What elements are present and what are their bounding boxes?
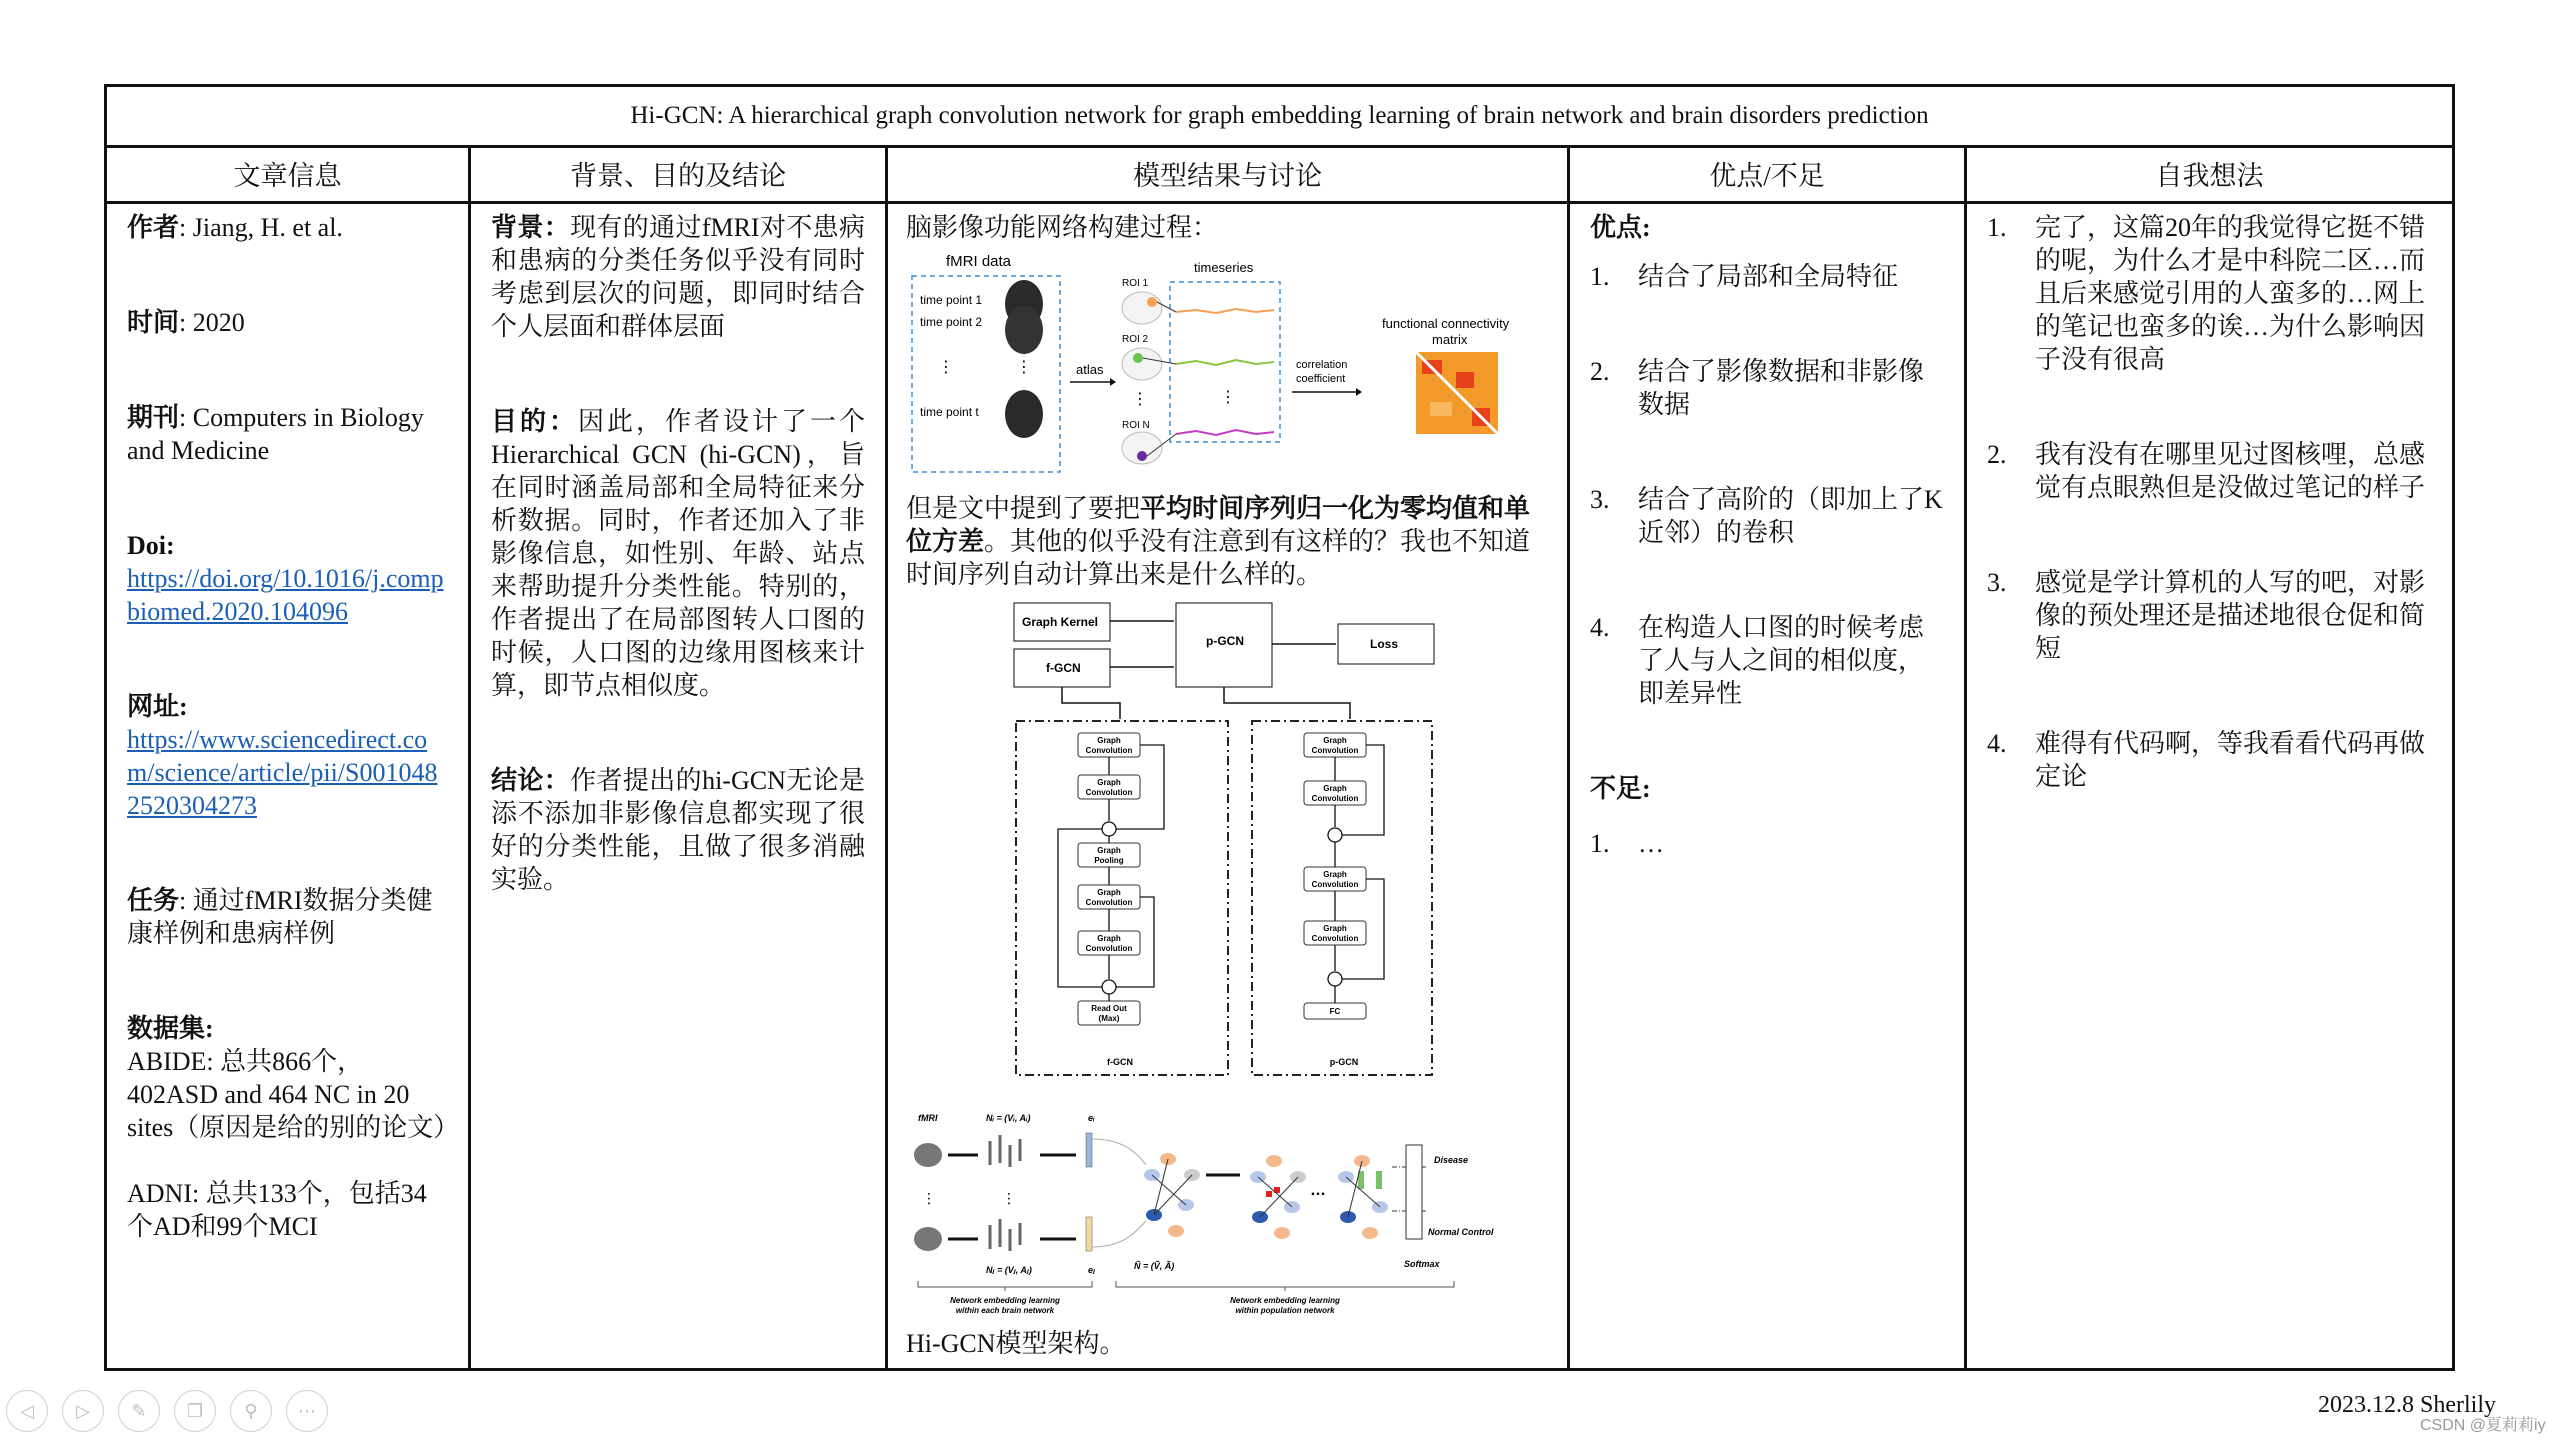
svg-text:time point t: time point t bbox=[920, 405, 979, 419]
svg-text:Read Out: Read Out bbox=[1091, 1004, 1127, 1013]
svg-text:Convolution: Convolution bbox=[1311, 880, 1359, 889]
thought-item: 4. 难得有代码啊，等我看看代码再做定论 bbox=[1987, 729, 2426, 791]
svg-text:Convolution: Convolution bbox=[1311, 746, 1359, 755]
svg-text:⋮: ⋮ bbox=[922, 1190, 936, 1206]
article-info-column bbox=[107, 201, 471, 1368]
svg-text:Normal Control: Normal Control bbox=[1428, 1227, 1494, 1237]
svg-text:…: … bbox=[1310, 1182, 1326, 1199]
pros-item: 3. 结合了高阶的（即加上了K近邻）的卷积 bbox=[1590, 485, 1943, 547]
header-background: 背景、目的及结论 bbox=[570, 160, 786, 191]
url-link[interactable]: https://www.sciencedirect.com/science/article/pii/S0010482520304273 bbox=[127, 725, 438, 820]
cons-item: 1. … bbox=[1590, 829, 1664, 858]
svg-text:⋮: ⋮ bbox=[938, 359, 954, 376]
zoom-icon[interactable]: ⚲ bbox=[230, 1390, 272, 1432]
svg-text:Disease: Disease bbox=[1434, 1155, 1469, 1165]
architecture-caption: Hi-GCN模型架构。 bbox=[906, 1329, 1126, 1358]
thought-item: 3. 感觉是学计算机的人写的吧，对影像的预处理还是描述地很仓促和简短 bbox=[1987, 568, 2426, 663]
svg-text:within each brain network: within each brain network bbox=[955, 1306, 1055, 1315]
body-row bbox=[107, 201, 2452, 1368]
doi-label: Doi: bbox=[127, 531, 175, 560]
paper-title: Hi-GCN: A hierarchical graph convolution network for graph embedding learning of brain network and brain disorders prediction bbox=[107, 87, 2452, 148]
svg-text:Graph: Graph bbox=[1097, 934, 1121, 943]
hi-gcn-pipeline-figure bbox=[906, 1105, 1546, 1315]
aim-paragraph: 目的：因此，作者设计了一个Hierarchical GCN (hi-GCN)，旨在同时涵盖局部和全局特征来分析数据。同时，作者还加入了非影像信息，如性别、年龄、站点来帮助提升分类性能。特别的，作者提出了在局部图转人口图的时候，人口图的边缘用图核来计算，即节点相似度。 bbox=[491, 407, 865, 700]
model-intro: 脑影像功能网络构建过程： bbox=[906, 213, 1219, 242]
svg-text:Graph: Graph bbox=[1323, 870, 1347, 879]
svg-text:Nⱼ = (Vⱼ, Aⱼ): Nⱼ = (Vⱼ, Aⱼ) bbox=[986, 1265, 1032, 1275]
pros-label: 优点: bbox=[1590, 213, 1651, 242]
task-line: 任务: 通过fMRI数据分类健康样例和患病样例 bbox=[127, 886, 433, 948]
svg-text:Graph: Graph bbox=[1097, 778, 1121, 787]
svg-text:Graph: Graph bbox=[1323, 924, 1347, 933]
csdn-watermark: CSDN @夏莉莉iy bbox=[2420, 1417, 2546, 1434]
svg-text:Network embedding learning: Network embedding learning bbox=[950, 1296, 1060, 1305]
dataset-adni: ADNI: 总共133个，包括34个AD和99个MCI bbox=[127, 1179, 427, 1241]
header-pros-cons: 优点/不足 bbox=[1709, 160, 1825, 191]
svg-text:Pooling: Pooling bbox=[1094, 856, 1124, 865]
svg-text:⋮: ⋮ bbox=[1016, 359, 1032, 376]
fc-construction-figure bbox=[906, 252, 1546, 482]
pros-cons-column bbox=[1570, 201, 1967, 1368]
doi-link[interactable]: https://doi.org/10.1016/j.compbiomed.2020.104096 bbox=[127, 564, 444, 626]
thought-item: 2. 我有没有在哪里见过图核哩，总感觉有点眼熟但是没做过笔记的样子 bbox=[1987, 440, 2426, 502]
svg-text:Convolution: Convolution bbox=[1085, 898, 1133, 907]
architecture-figure bbox=[906, 599, 1546, 1089]
svg-text:Convolution: Convolution bbox=[1085, 944, 1133, 953]
url-label: 网址: bbox=[127, 692, 188, 721]
footer-date-author: 2023.12.8 Sherlily bbox=[2318, 1392, 2496, 1418]
svg-text:FC: FC bbox=[1329, 1007, 1341, 1016]
svg-text:fMRI: fMRI bbox=[918, 1113, 938, 1123]
pros-item: 2. 结合了影像数据和非影像数据 bbox=[1590, 357, 1925, 419]
more-options-icon[interactable]: ⋯ bbox=[286, 1390, 328, 1432]
svg-text:⋮: ⋮ bbox=[1132, 391, 1148, 408]
notes-table bbox=[104, 84, 2455, 1371]
svg-text:Convolution: Convolution bbox=[1085, 746, 1133, 755]
pros-item: 1. 结合了局部和全局特征 bbox=[1590, 262, 1899, 291]
svg-text:Loss: Loss bbox=[1370, 637, 1399, 651]
svg-text:eᵢ: eᵢ bbox=[1088, 1113, 1095, 1123]
cons-list bbox=[1590, 827, 1948, 860]
svg-text:atlas: atlas bbox=[1076, 362, 1104, 377]
header-model: 模型结果与讨论 bbox=[1133, 160, 1322, 191]
thought-item: 1. 完了，这篇20年的我觉得它挺不错的呢，为什么才是中科院二区…而且后来感觉引用的人蛮多的…网上的笔记也蛮多的诶…为什么影响因子没有很高 bbox=[1987, 213, 2426, 374]
svg-text:fMRI data: fMRI data bbox=[946, 253, 1012, 270]
svg-text:correlation: correlation bbox=[1296, 359, 1348, 371]
conclusion-paragraph: 结论：作者提出的hi-GCN无论是添不添加非影像信息都实现了很好的分类性能，且做了很多消融实验。 bbox=[491, 766, 865, 894]
background-paragraph: 背景：现有的通过fMRI对不患病和患病的分类任务似乎没有同时考虑到层次的问题，即同时结合个人层面和群体层面 bbox=[491, 213, 865, 341]
svg-text:⋮: ⋮ bbox=[1220, 389, 1236, 406]
pros-item: 4. 在构造人口图的时候考虑了人与人之间的相似度，即差异性 bbox=[1590, 613, 1925, 708]
svg-text:f-GCN: f-GCN bbox=[1107, 1057, 1133, 1067]
header-thoughts: 自我想法 bbox=[2155, 160, 2264, 191]
thoughts-column bbox=[1967, 201, 2452, 1368]
svg-text:eⱼ: eⱼ bbox=[1088, 1265, 1095, 1275]
time-line: 时间: 2020 bbox=[127, 308, 245, 337]
thoughts-list bbox=[1987, 211, 2436, 793]
svg-text:Convolution: Convolution bbox=[1311, 934, 1359, 943]
header-row bbox=[107, 145, 2452, 204]
header-article-info: 文章信息 bbox=[233, 160, 342, 191]
svg-text:p-GCN: p-GCN bbox=[1206, 634, 1244, 648]
journal-line: 期刊: Computers in Biology and Medicine bbox=[127, 403, 424, 465]
svg-text:⋮: ⋮ bbox=[1002, 1190, 1016, 1206]
svg-text:time point 1: time point 1 bbox=[920, 293, 983, 307]
svg-text:Graph: Graph bbox=[1097, 736, 1121, 745]
author-line: 作者: Jiang, H. et al. bbox=[127, 213, 343, 242]
svg-text:matrix: matrix bbox=[1432, 332, 1468, 347]
svg-text:Graph: Graph bbox=[1097, 846, 1121, 855]
svg-text:(Max): (Max) bbox=[1098, 1014, 1120, 1023]
prev-slide-icon[interactable]: ◁ bbox=[6, 1390, 48, 1432]
svg-text:ROI 2: ROI 2 bbox=[1122, 334, 1149, 345]
svg-text:p-GCN: p-GCN bbox=[1329, 1057, 1359, 1067]
normalization-note: 但是文中提到了要把平均时间序列归一化为零均值和单位方差。其他的似乎没有注意到有这样的？我也不知道时间序列自动计算出来是什么样的。 bbox=[906, 494, 1531, 589]
slideshow-toolbar bbox=[6, 1390, 328, 1432]
background-column bbox=[471, 201, 888, 1368]
pros-list bbox=[1590, 260, 1948, 710]
cons-label: 不足: bbox=[1590, 774, 1651, 803]
svg-text:Network embedding learning: Network embedding learning bbox=[1230, 1296, 1340, 1305]
svg-text:Graph: Graph bbox=[1323, 784, 1347, 793]
svg-text:ROI 1: ROI 1 bbox=[1122, 278, 1149, 289]
svg-text:ROI N: ROI N bbox=[1122, 420, 1150, 431]
svg-text:Convolution: Convolution bbox=[1085, 788, 1133, 797]
svg-text:Softmax: Softmax bbox=[1404, 1259, 1440, 1269]
svg-text:Ñ = (Ṽ, Ã): Ñ = (Ṽ, Ã) bbox=[1134, 1261, 1175, 1271]
dataset-abide: ABIDE: 总共866个，402ASD and 464 NC in 20 sites（原因是给的别的论文） bbox=[127, 1047, 460, 1142]
svg-text:functional connectivity: functional connectivity bbox=[1382, 316, 1510, 331]
svg-text:Convolution: Convolution bbox=[1311, 794, 1359, 803]
svg-text:time point 2: time point 2 bbox=[920, 315, 983, 329]
model-column bbox=[888, 201, 1570, 1368]
svg-text:Nᵢ = (Vᵢ, Aᵢ): Nᵢ = (Vᵢ, Aᵢ) bbox=[986, 1113, 1031, 1123]
next-slide-icon[interactable]: ▷ bbox=[62, 1390, 104, 1432]
svg-text:coefficient: coefficient bbox=[1296, 373, 1346, 385]
slides-overview-icon[interactable]: ❐ bbox=[174, 1390, 216, 1432]
svg-text:Graph Kernel: Graph Kernel bbox=[1022, 615, 1099, 629]
pen-icon[interactable]: ✎ bbox=[118, 1390, 160, 1432]
svg-text:f-GCN: f-GCN bbox=[1046, 661, 1081, 675]
svg-text:within population network: within population network bbox=[1235, 1306, 1335, 1315]
svg-text:timeseries: timeseries bbox=[1194, 260, 1254, 275]
svg-text:Graph: Graph bbox=[1323, 736, 1347, 745]
svg-text:Graph: Graph bbox=[1097, 888, 1121, 897]
dataset-label: 数据集: bbox=[127, 1014, 214, 1043]
